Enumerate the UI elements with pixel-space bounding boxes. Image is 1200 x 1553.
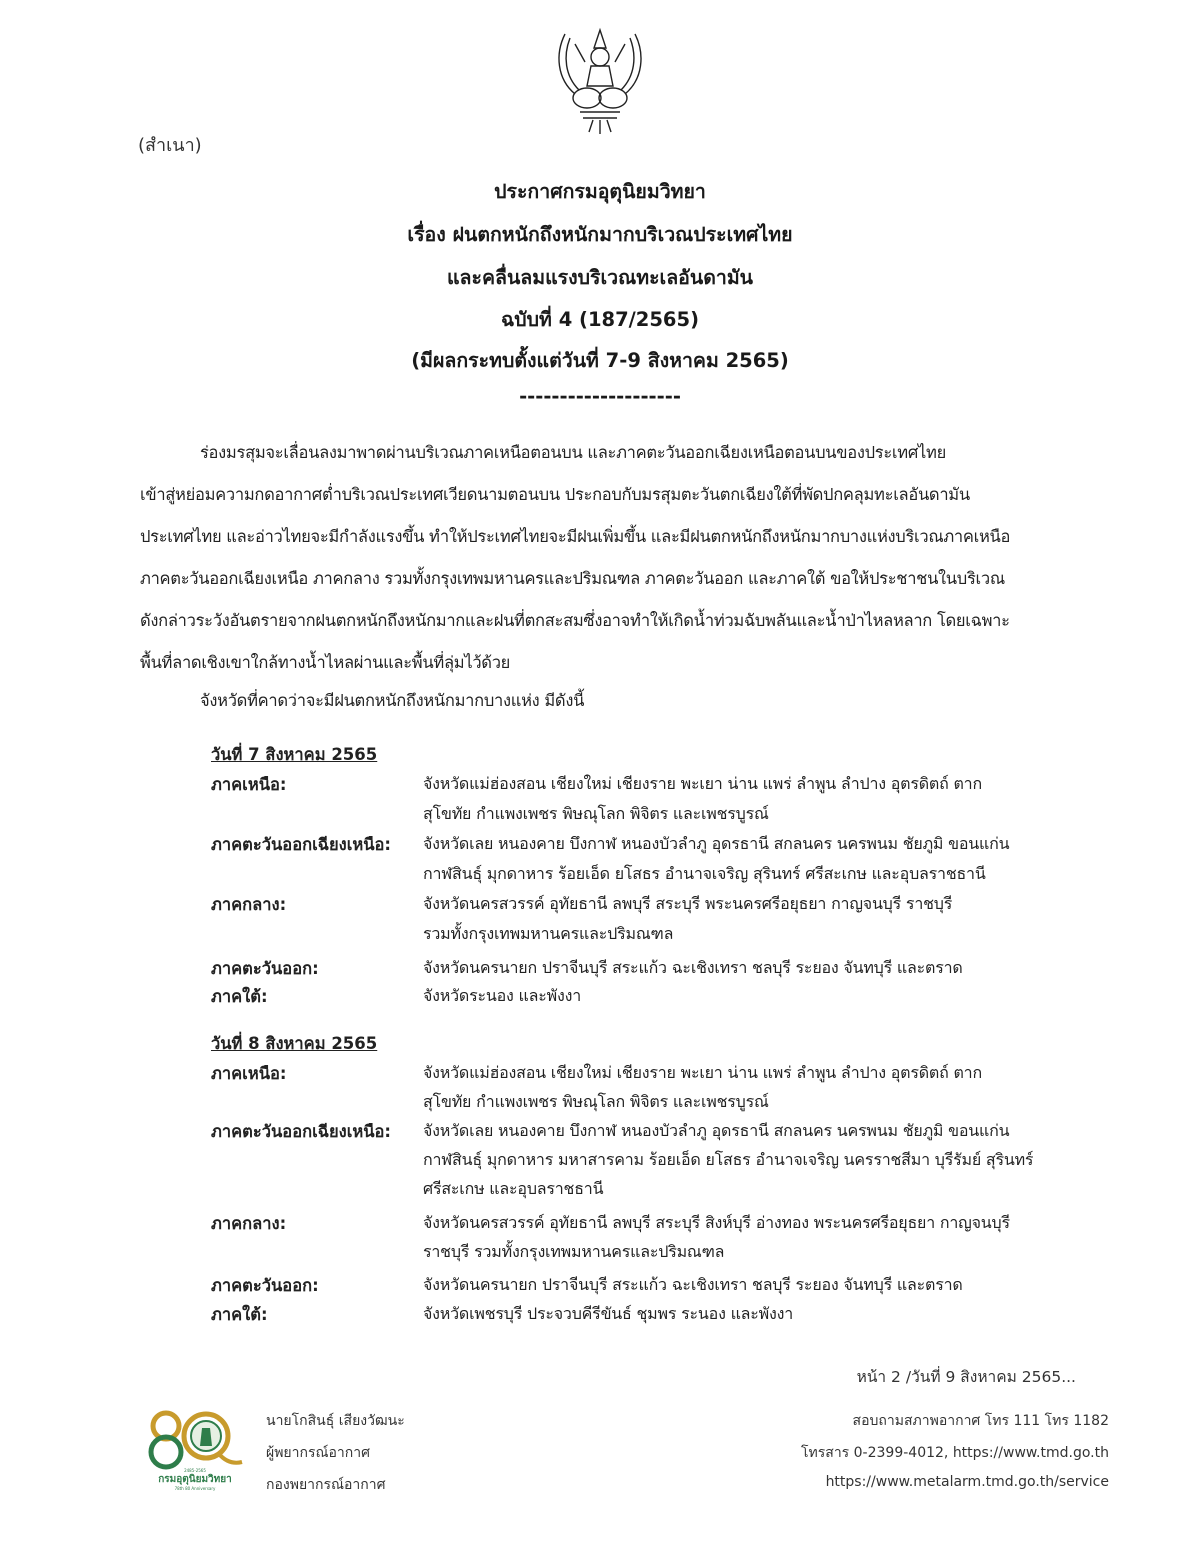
region-provinces: กาฬสินธุ์ มุกดาหาร ร้อยเอ็ด ยโสธร อำนาจเจริญ สุรินทร์ ศรีสะเกษ และอุบลราชธานี [423, 864, 986, 883]
region-label: ภาคกลาง: [211, 1214, 287, 1233]
svg-text:78th 80 Anniversary: 78th 80 Anniversary [174, 1486, 216, 1491]
paragraph-line: ดังกล่าวระวังอันตรายจากฝนตกหนักถึงหนักมากและฝนที่ตกสะสมซึ่งอาจทำให้เกิดน้ำท่วมฉับพลันและน้ำป่าไหลหลาก โดยเฉพาะ [140, 611, 1010, 630]
region-provinces: จังหวัดนครสวรรค์ อุทัยธานี ลพบุรี สระบุรี พระนครศรีอยุธยา กาญจนบุรี ราชบุรี [423, 894, 953, 913]
copy-label: (สำเนา) [138, 135, 202, 156]
paragraph-line: ภาคตะวันออกเฉียงเหนือ ภาคกลาง รวมทั้งกรุงเทพมหานครและปริมณฑล ภาคตะวันออก และภาคใต้ ขอให้ประชาชนในบริเวณ [140, 569, 1005, 588]
divider: -------------------- [519, 385, 681, 408]
region-label: ภาคใต้: [211, 987, 268, 1006]
paragraph-line: ประเทศไทย และอ่าวไทยจะมีกำลังแรงขึ้น ทำให้ประเทศไทยจะมีฝนเพิ่มขึ้น และมีฝนตกหนักถึงหนักมากบางแห่งบริเวณภาคเหนือ [140, 527, 1011, 546]
region-provinces: จังหวัดแม่ฮ่องสอน เชียงใหม่ เชียงราย พะเยา น่าน แพร่ ลำพูน ลำปาง อุตรดิตถ์ ตาก [423, 1063, 982, 1082]
anniversary-logo-icon [144, 1404, 246, 1494]
subject-line-2: และคลื่นลมแรงบริเวณทะเลอันดามัน [446, 266, 754, 289]
region-label: ภาคตะวันออกเฉียงเหนือ: [211, 1122, 392, 1141]
contact-service-link[interactable]: https://www.metalarm.tmd.go.th/service [825, 1474, 1109, 1490]
garuda-icon [545, 24, 655, 136]
region-label: ภาคตะวันออกเฉียงเหนือ: [211, 835, 392, 854]
day-heading: วันที่ 7 สิงหาคม 2565 [211, 745, 378, 764]
continued-next-page: หน้า 2 /วันที่ 9 สิงหาคม 2565... [856, 1368, 1076, 1386]
signer-role: ผู้พยากรณ์อากาศ [266, 1445, 370, 1461]
contact-fax-website[interactable]: โทรสาร 0-2399-4012, https://www.tmd.go.th [801, 1445, 1109, 1461]
paragraph-line: เข้าสู่หย่อมความกดอากาศต่ำบริเวณประเทศเวียดนามตอนบน ประกอบกับมรสุมตะวันตกเฉียงใต้ที่พัดปกคลุมทะเลอันดามัน [140, 485, 970, 504]
region-provinces: สุโขทัย กำแพงเพชร พิษณุโลก พิจิตร และเพชรบูรณ์ [423, 804, 769, 823]
signer-division: กองพยากรณ์อากาศ [266, 1477, 386, 1493]
region-provinces: สุโขทัย กำแพงเพชร พิษณุโลก พิจิตร และเพชรบูรณ์ [423, 1092, 769, 1111]
signer-name: นายโกสินธุ์ เสียงวัฒนะ [266, 1413, 405, 1429]
body-paragraph [140, 440, 1080, 670]
region-provinces: ราชบุรี รวมทั้งกรุงเทพมหานครและปริมณฑล [423, 1242, 725, 1261]
paragraph-line: ร่องมรสุมจะเลื่อนลงมาพาดผ่านบริเวณภาคเหนือตอนบน และภาคตะวันออกเฉียงเหนือตอนบนของประเทศไทย [200, 443, 946, 462]
region-provinces: จังหวัดเพชรบุรี ประจวบคีรีขันธ์ ชุมพร ระนอง และพังงา [423, 1304, 794, 1323]
day-heading: วันที่ 8 สิงหาคม 2565 [211, 1034, 378, 1053]
region-provinces: จังหวัดเลย หนองคาย บึงกาฬ หนองบัวลำภู อุดรธานี สกลนคร นครพนม ชัยภูมิ ขอนแก่น [423, 1121, 1010, 1140]
document-title: ประกาศกรมอุตุนิยมวิทยา [494, 180, 706, 203]
region-label: ภาคเหนือ: [211, 775, 287, 794]
subject-line-1: เรื่อง ฝนตกหนักถึงหนักมากบริเวณประเทศไทย [407, 223, 793, 246]
svg-text:2485-2565: 2485-2565 [184, 1468, 206, 1473]
region-provinces: จังหวัดนครนายก ปราจีนบุรี สระแก้ว ฉะเชิงเทรา ชลบุรี ระยอง จันทบุรี และตราด [423, 1275, 963, 1294]
region-provinces: กาฬสินธุ์ มุกดาหาร มหาสารคาม ร้อยเอ็ด ยโสธร อำนาจเจริญ นครราชสีมา บุรีรัมย์ สุรินทร์ [423, 1150, 1034, 1169]
intro-text: จังหวัดที่คาดว่าจะมีฝนตกหนักถึงหนักมากบางแห่ง มีดังนี้ [200, 691, 585, 710]
region-provinces: จังหวัดระนอง และพังงา [423, 986, 582, 1005]
region-label: ภาคตะวันออก: [211, 1276, 319, 1295]
region-label: ภาคเหนือ: [211, 1064, 287, 1083]
region-provinces: จังหวัดนครนายก ปราจีนบุรี สระแก้ว ฉะเชิงเทรา ชลบุรี ระยอง จันทบุรี และตราด [423, 958, 963, 977]
region-provinces: รวมทั้งกรุงเทพมหานครและปริมณฑล [423, 924, 674, 943]
region-provinces: จังหวัดเลย หนองคาย บึงกาฬ หนองบัวลำภู อุดรธานี สกลนคร นครพนม ชัยภูมิ ขอนแก่น [423, 834, 1010, 853]
region-provinces: จังหวัดแม่ฮ่องสอน เชียงใหม่ เชียงราย พะเยา น่าน แพร่ ลำพูน ลำปาง อุตรดิตถ์ ตาก [423, 774, 982, 793]
garuda-emblem [545, 24, 655, 136]
region-label: ภาคตะวันออก: [211, 959, 319, 978]
region-provinces: จังหวัดนครสวรรค์ อุทัยธานี ลพบุรี สระบุรี สิงห์บุรี อ่างทอง พระนครศรีอยุธยา กาญจนบุรี [423, 1213, 1010, 1232]
region-label: ภาคใต้: [211, 1305, 268, 1324]
issue-number: ฉบับที่ 4 (187/2565) [501, 308, 699, 331]
contact-phone: สอบถามสภาพอากาศ โทร 111 โทร 1182 [852, 1413, 1109, 1429]
svg-text:กรมอุตุนิยมวิทยา: กรมอุตุนิยมวิทยา [158, 1474, 232, 1485]
tmd-80th-anniversary-logo [144, 1404, 246, 1494]
region-label: ภาคกลาง: [211, 895, 287, 914]
paragraph-line: พื้นที่ลาดเชิงเขาใกล้ทางน้ำไหลผ่านและพื้นที่ลุ่มไว้ด้วย [140, 653, 511, 672]
effective-dates: (มีผลกระทบตั้งแต่วันที่ 7-9 สิงหาคม 2565) [411, 349, 789, 372]
region-provinces: ศรีสะเกษ และอุบลราชธานี [423, 1179, 604, 1198]
